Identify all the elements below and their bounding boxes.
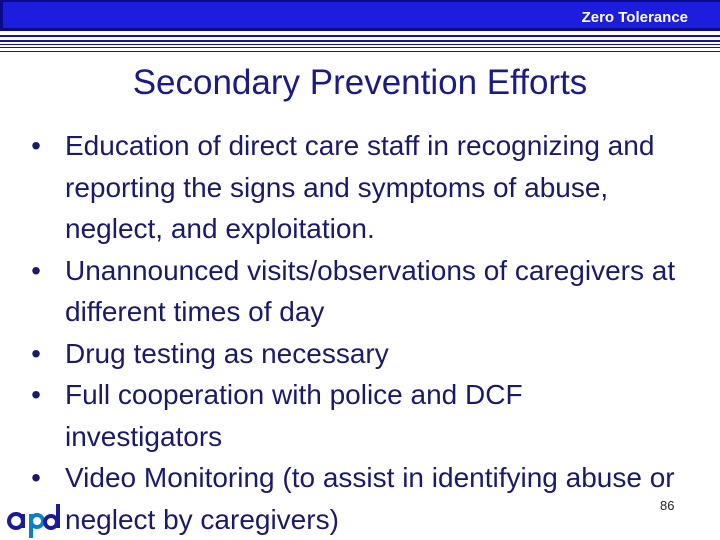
apd-logo [4, 502, 62, 538]
bullet-list [22, 125, 687, 540]
header-stripe [0, 44, 720, 45]
bullet-item [22, 333, 687, 375]
header-stripe [0, 47, 720, 48]
logo-a-stem [21, 514, 25, 528]
bullet-mark: • [31, 337, 41, 369]
bullet-mark: • [31, 462, 41, 493]
bullet-mark: • [31, 130, 41, 161]
bullet-text: Full cooperation with police and DCF investigators [65, 379, 523, 452]
header-title: Zero Tolerance [581, 9, 688, 26]
logo-d-bowl [45, 516, 57, 528]
logo-d-stem [56, 504, 60, 528]
bullet-item [22, 250, 687, 333]
header-stripe [0, 51, 720, 52]
bullet-text: Education of direct care staff in recognizing and reporting the signs and symptoms of abuse, neglect, and exploitation. [65, 130, 655, 244]
header-stripe [0, 35, 720, 37]
bullet-item [22, 374, 687, 457]
slide-title: Secondary Prevention Efforts [132, 63, 588, 102]
bullet-item [22, 125, 687, 250]
logo-a-ring [9, 514, 23, 528]
header-tab [3, 2, 720, 28]
bullet-text: Video Monitoring (to assist in identifying abuse or neglect by caregivers) [65, 462, 675, 535]
bullet-text: Unannounced visits/observations of caregivers at different times of day [65, 254, 676, 327]
bullet-mark: • [31, 379, 41, 410]
logo-p-bowl [31, 515, 43, 527]
header-stripe [0, 40, 720, 42]
page-number: 86 [660, 498, 675, 513]
bullet-mark: • [31, 254, 41, 286]
bullet-item [22, 457, 687, 540]
bullet-text: Drug testing as necessary [65, 337, 389, 369]
